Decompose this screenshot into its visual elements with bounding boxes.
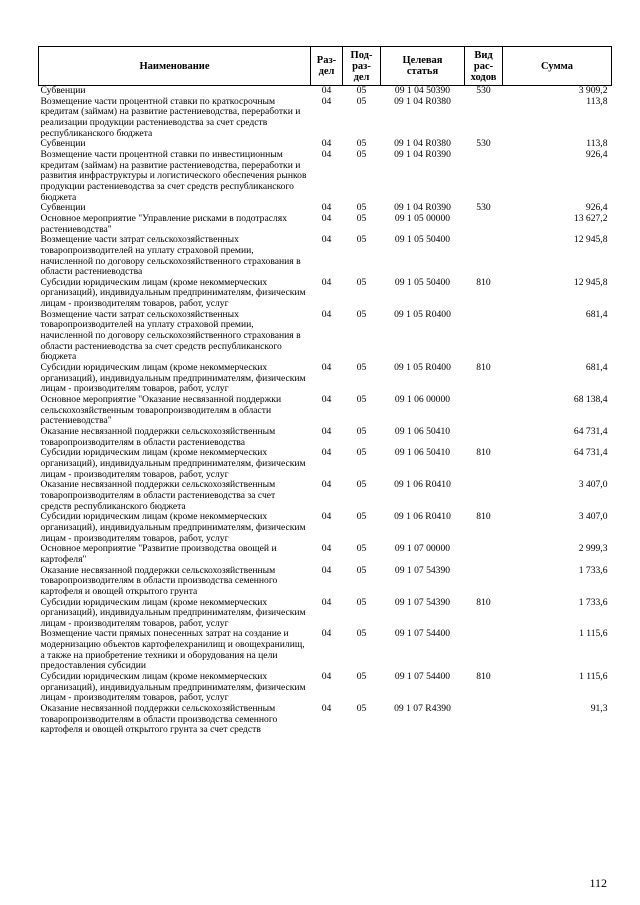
- header-target-article: Целевая статья: [381, 47, 465, 86]
- row-podrazdel: 05: [356, 308, 367, 320]
- row-target-article: 09 1 04 50390: [394, 85, 451, 96]
- row-expense-type: 810: [476, 511, 491, 523]
- row-podrazdel: 05: [356, 85, 367, 96]
- row-target-article: 09 1 07 54390: [394, 564, 451, 576]
- table-row: [39, 363, 612, 395]
- row-podrazdel: 05: [356, 394, 367, 406]
- row-sum: 926,4: [585, 148, 608, 160]
- table-row: [39, 310, 612, 363]
- table-row: [39, 86, 612, 97]
- row-target-article: 09 1 07 54400: [394, 671, 451, 683]
- row-podrazdel: 05: [356, 212, 367, 224]
- row-razdel: 04: [321, 148, 332, 160]
- row-target-article: 09 1 06 R0410: [394, 479, 451, 491]
- table-row: [39, 480, 612, 512]
- row-name: Субсидии юридическим лицам (кроме некоммерческих организаций), индивидуальным предпринимателям, физическим лицам - производителям товаров, работ, услуг: [40, 671, 306, 704]
- row-podrazdel: 05: [356, 671, 367, 683]
- row-expense-type: 530: [476, 138, 491, 150]
- row-razdel: 04: [321, 202, 332, 214]
- row-expense-type: 810: [476, 276, 491, 288]
- row-expense-type: [465, 214, 503, 235]
- row-expense-type: [465, 235, 503, 278]
- row-sum: 113,8: [586, 138, 608, 150]
- table-header-row: [39, 47, 612, 86]
- row-razdel: 04: [321, 511, 332, 523]
- row-expense-type: [465, 395, 503, 427]
- row-razdel: 04: [321, 138, 332, 150]
- row-name: Оказание несвязанной поддержки сельскохозяйственным товаропроизводителям в области растениеводства за счет средств республиканского бюджета: [40, 479, 276, 512]
- row-razdel: 04: [321, 564, 332, 576]
- header-podrazdel: Под- раз- дел: [343, 47, 381, 86]
- row-podrazdel: 05: [356, 564, 367, 576]
- row-target-article: 09 1 07 54390: [394, 596, 451, 608]
- row-name: Основное мероприятие "Развитие производства овощей и картофеля": [40, 543, 277, 565]
- table-row: [39, 395, 612, 427]
- row-name: Субсидии юридическим лицам (кроме некоммерческих организаций), индивидуальным предпринимателям, физическим лицам - производителям товаров, работ, услуг: [40, 596, 306, 629]
- row-podrazdel: 05: [356, 596, 367, 608]
- row-expense-type: 810: [476, 447, 491, 459]
- row-razdel: 04: [321, 543, 332, 555]
- row-target-article: 09 1 06 50410: [394, 426, 451, 437]
- row-razdel: 04: [321, 479, 332, 491]
- row-podrazdel: 05: [356, 447, 367, 459]
- row-expense-type: [465, 544, 503, 565]
- row-name: Возмещение части затрат сельскохозяйственных товаропроизводителей на уплату страховой премии, начисленной по договору сельскохозяйственного страхования в области растениеводства за счет средств республиканского бюджета: [40, 308, 301, 363]
- row-name: Субвенции: [40, 202, 86, 214]
- row-name: Основное мероприятие "Управление рисками в подотраслях растениеводства": [40, 212, 287, 235]
- header-expense-type: Вид рас- ходов: [465, 47, 503, 86]
- row-podrazdel: 05: [356, 95, 367, 107]
- row-expense-type: [465, 97, 503, 140]
- table-row: [39, 629, 612, 672]
- row-target-article: 09 1 04 R0380: [394, 138, 451, 150]
- row-target-article: 09 1 04 R0390: [394, 202, 451, 214]
- table-row: [39, 235, 612, 278]
- row-name: Оказание несвязанной поддержки сельскохозяйственным товаропроизводителям в области производства семенного картофеля и овощей открытого грунта за счет средств: [40, 703, 278, 736]
- row-podrazdel: 05: [356, 511, 367, 523]
- row-razdel: 04: [321, 85, 332, 96]
- row-sum: 12 945,8: [573, 276, 608, 288]
- row-target-article: 09 1 04 R0380: [394, 95, 451, 107]
- row-sum: 12 945,8: [573, 234, 608, 246]
- page: [38, 46, 611, 736]
- row-target-article: 09 1 06 50410: [394, 447, 451, 459]
- row-podrazdel: 05: [356, 628, 367, 640]
- row-sum: 681,4: [585, 308, 608, 320]
- budget-table: [38, 46, 612, 736]
- row-expense-type: 810: [476, 671, 491, 683]
- row-expense-type: 810: [476, 362, 491, 374]
- row-expense-type: [465, 310, 503, 363]
- row-podrazdel: 05: [356, 362, 367, 374]
- row-sum: 1 733,6: [578, 596, 608, 608]
- row-name: Субвенции: [40, 85, 86, 96]
- table-row: [39, 672, 612, 704]
- row-razdel: 04: [321, 362, 332, 374]
- row-target-article: 09 1 06 00000: [394, 394, 451, 406]
- row-expense-type: [465, 480, 503, 512]
- row-sum: 681,4: [585, 362, 608, 374]
- row-name: Возмещение части процентной ставки по краткосрочным кредитам (займам) на развитие растениеводства, переработки и реализации продукции растениеводства за счет средств республиканского бюджета: [40, 95, 301, 139]
- row-expense-type: [465, 150, 503, 203]
- table-row: [39, 214, 612, 235]
- row-target-article: 09 1 06 R0410: [394, 511, 451, 523]
- row-razdel: 04: [321, 394, 332, 406]
- row-podrazdel: 05: [356, 138, 367, 150]
- header-name: Наименование: [39, 47, 311, 86]
- table-row: [39, 704, 612, 736]
- row-sum: 3 909,2: [578, 85, 608, 96]
- row-expense-type: 530: [476, 85, 491, 96]
- row-expense-type: [465, 629, 503, 672]
- row-podrazdel: 05: [356, 703, 367, 715]
- table-row: [39, 566, 612, 598]
- row-target-article: 09 1 05 50400: [394, 276, 451, 288]
- row-expense-type: [465, 427, 503, 448]
- row-sum: 13 627,2: [573, 212, 608, 224]
- row-sum: 1 115,6: [579, 628, 608, 640]
- row-sum: 1 733,6: [578, 564, 608, 576]
- row-target-article: 09 1 07 R4390: [394, 703, 451, 715]
- row-podrazdel: 05: [356, 426, 367, 437]
- header-sum: Сумма: [503, 47, 612, 86]
- row-razdel: 04: [321, 628, 332, 640]
- row-podrazdel: 05: [356, 276, 367, 288]
- row-name: Возмещение части затрат сельскохозяйственных товаропроизводителей на уплату страховой премии, начисленной по договору сельскохозяйственного страхования в области растениеводства: [40, 234, 301, 278]
- table-row: [39, 427, 612, 448]
- row-sum: 2 999,3: [578, 543, 608, 555]
- row-name: Возмещение части процентной ставки по инвестиционным кредитам (займам) на развитие растениеводства, переработки и развития инфраструктуры и логистического обеспечения рынков продукции растениеводства за счет средств республиканского бюджета: [40, 148, 307, 203]
- row-name: Субсидии юридическим лицам (кроме некоммерческих организаций), индивидуальным предпринимателям, физическим лицам - производителям товаров, работ, услуг: [40, 276, 306, 310]
- header-razdel: Раз- дел: [311, 47, 343, 86]
- table-row: [39, 598, 612, 630]
- row-expense-type: [465, 566, 503, 598]
- row-name: Оказание несвязанной поддержки сельскохозяйственным товаропроизводителям в области растениеводства: [40, 426, 276, 448]
- row-sum: 3 407,0: [578, 511, 608, 523]
- row-sum: 64 731,4: [573, 426, 608, 437]
- row-target-article: 09 1 05 50400: [394, 234, 451, 246]
- row-sum: 64 731,4: [573, 447, 608, 459]
- row-target-article: 09 1 04 R0390: [394, 148, 451, 160]
- table-row: [39, 544, 612, 565]
- row-razdel: 04: [321, 703, 332, 715]
- row-podrazdel: 05: [356, 202, 367, 214]
- table-row: [39, 278, 612, 310]
- row-target-article: 09 1 07 54400: [394, 628, 451, 640]
- row-expense-type: [465, 704, 503, 736]
- row-razdel: 04: [321, 212, 332, 224]
- page-number: 112: [589, 876, 607, 890]
- row-podrazdel: 05: [356, 234, 367, 246]
- row-expense-type: 530: [476, 202, 491, 214]
- row-target-article: 09 1 05 00000: [394, 212, 451, 224]
- row-razdel: 04: [321, 671, 332, 683]
- row-razdel: 04: [321, 447, 332, 459]
- row-target-article: 09 1 07 00000: [394, 543, 451, 555]
- row-expense-type: 810: [476, 596, 491, 608]
- row-sum: 1 115,6: [579, 671, 608, 683]
- row-name: Оказание несвязанной поддержки сельскохозяйственным товаропроизводителям в области производства семенного картофеля и овощей открытого грунта: [40, 564, 278, 597]
- row-razdel: 04: [321, 308, 332, 320]
- row-name: Субсидии юридическим лицам (кроме некоммерческих организаций), индивидуальным предпринимателям, физическим лицам - производителям товаров, работ, услуг: [40, 511, 306, 544]
- row-target-article: 09 1 05 R0400: [394, 308, 451, 320]
- table-row: [39, 150, 612, 203]
- table-row: [39, 97, 612, 140]
- table-row: [39, 512, 612, 544]
- row-name: Субсидии юридическим лицам (кроме некоммерческих организаций), индивидуальным предпринимателям, физическим лицам - производителям товаров, работ, услуг: [40, 362, 306, 395]
- row-name: Возмещение части прямых понесенных затрат на создание и модернизацию объектов картофелехранилищ и овощехранилищ, а также на приобретение техники и оборудования на цели предоставления субсидии: [40, 628, 305, 672]
- row-sum: 3 407,0: [578, 479, 608, 491]
- row-razdel: 04: [321, 95, 332, 107]
- row-razdel: 04: [321, 276, 332, 288]
- row-razdel: 04: [321, 426, 332, 437]
- row-razdel: 04: [321, 596, 332, 608]
- row-sum: 68 138,4: [573, 394, 608, 406]
- row-name: Основное мероприятие "Оказание несвязанной поддержки сельскохозяйственным товаропроизводителям в области растениеводства": [40, 394, 282, 427]
- row-razdel: 04: [321, 234, 332, 246]
- row-name: Субсидии юридическим лицам (кроме некоммерческих организаций), индивидуальным предпринимателям, физическим лицам - производителям товаров, работ, услуг: [40, 447, 306, 480]
- row-sum: 91,3: [590, 703, 608, 715]
- row-name: Субвенции: [40, 138, 86, 150]
- table-row: [39, 448, 612, 480]
- row-sum: 113,8: [586, 95, 608, 107]
- row-podrazdel: 05: [356, 479, 367, 491]
- row-sum: 926,4: [585, 202, 608, 214]
- row-target-article: 09 1 05 R0400: [394, 362, 451, 374]
- row-podrazdel: 05: [356, 148, 367, 160]
- row-podrazdel: 05: [356, 543, 367, 555]
